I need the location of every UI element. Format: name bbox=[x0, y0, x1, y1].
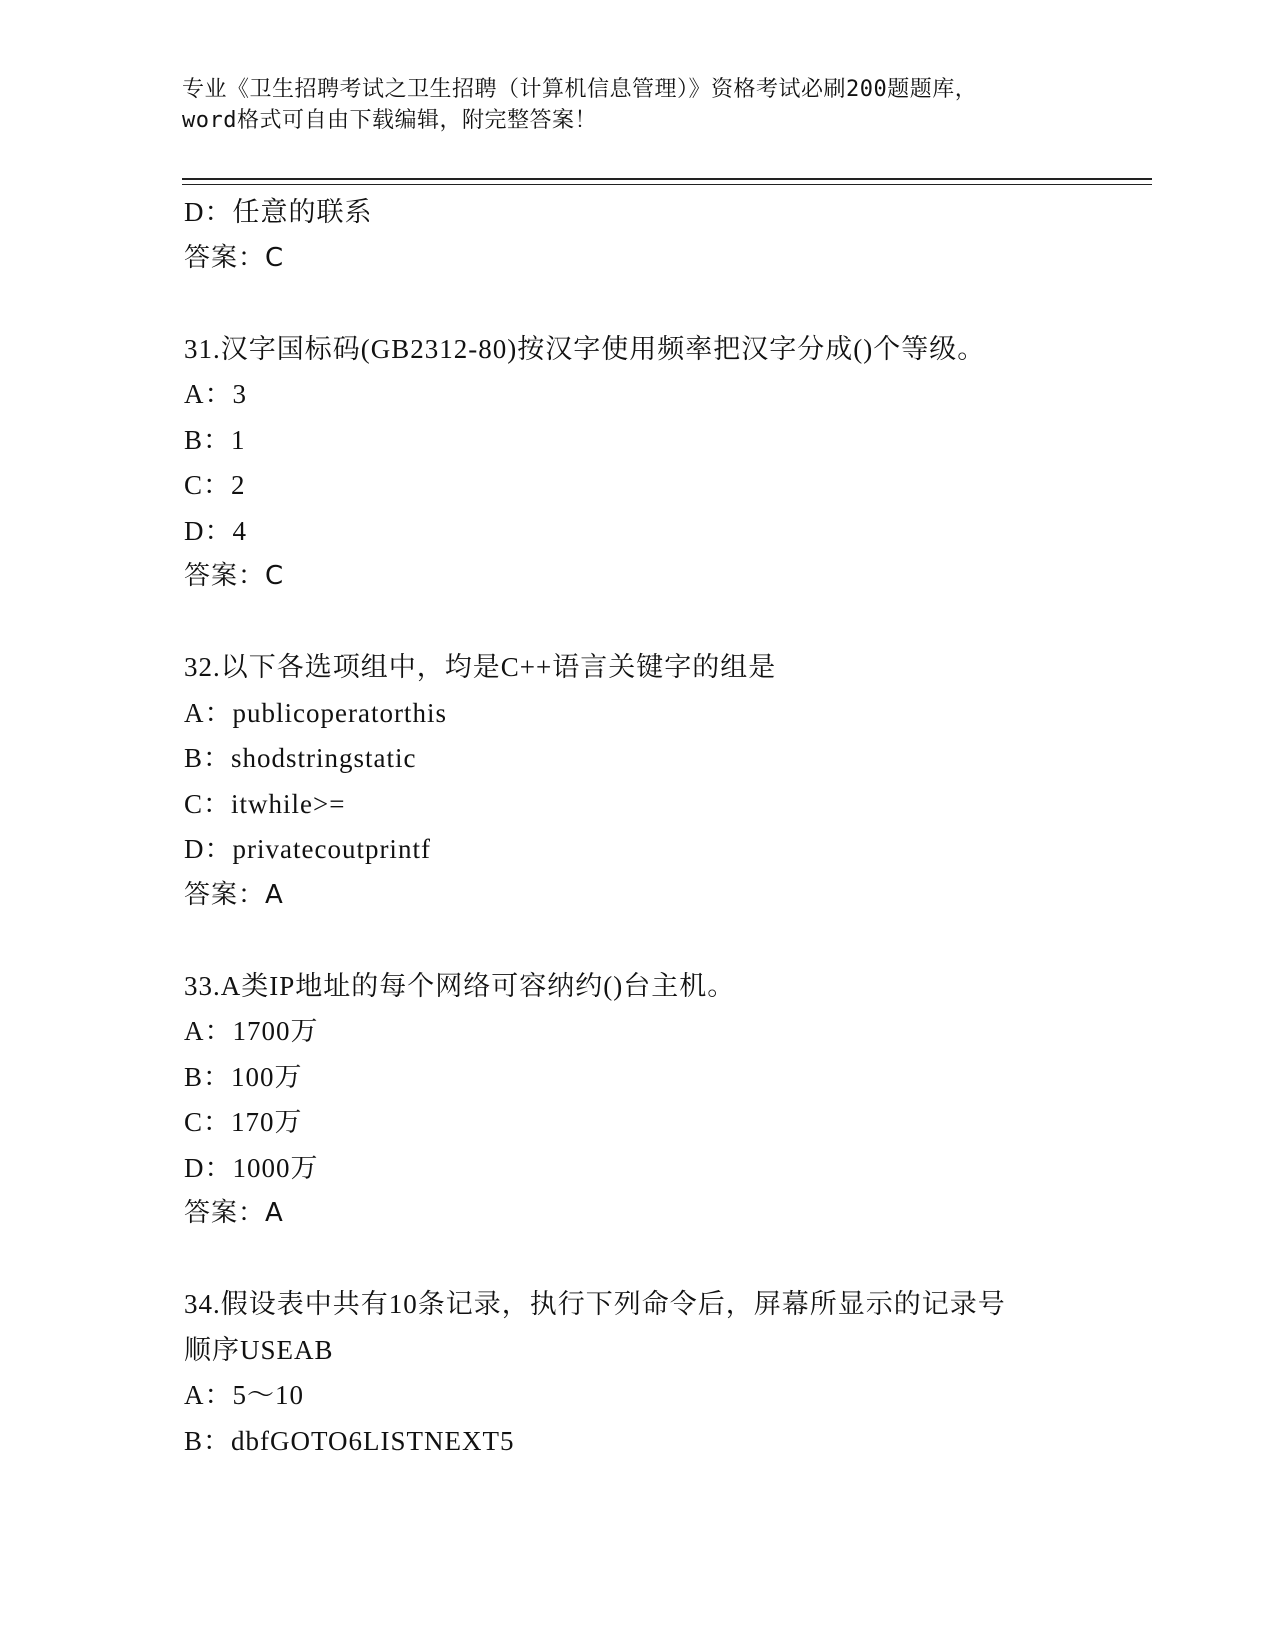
question-list bbox=[184, 190, 1084, 1464]
option-d: D：1000万 bbox=[184, 1152, 319, 1183]
question-stem: 31.汉字国标码(GB2312-80)按汉字使用频率把汉字分成()个等级。 bbox=[184, 333, 986, 364]
spacer bbox=[184, 600, 1084, 646]
option-d: D：4 bbox=[184, 515, 247, 546]
answer: 答案：A bbox=[184, 1198, 284, 1228]
header-rule-thick bbox=[182, 178, 1152, 180]
question-34 bbox=[184, 1282, 1084, 1464]
header-line-2: word格式可自由下载编辑，附完整答案！ bbox=[182, 108, 597, 133]
answer: 答案：C bbox=[184, 561, 285, 591]
header-line-1: 专业《卫生招聘考试之卫生招聘（计算机信息管理）》资格考试必刷200题题库， bbox=[182, 77, 978, 102]
option-b: B：shodstringstatic bbox=[184, 743, 417, 773]
answer: 答案：C bbox=[184, 242, 285, 273]
option-b: B：dbfGOTO6LISTNEXT5 bbox=[184, 1425, 515, 1456]
option-a: A：5～10 bbox=[184, 1380, 304, 1410]
question-stem: 34.假设表中共有10条记录，执行下列命令后，屏幕所显示的记录号 bbox=[184, 1289, 1006, 1319]
question-33 bbox=[184, 964, 1084, 1237]
spacer bbox=[184, 918, 1084, 964]
option-a: A：publicoperatorthis bbox=[184, 697, 447, 728]
question-stem-continued: 顺序USEAB bbox=[184, 1334, 334, 1365]
option-a: A：1700万 bbox=[184, 1016, 319, 1046]
header-rule-thin bbox=[182, 184, 1152, 185]
option-c: C：itwhile>= bbox=[184, 788, 346, 819]
spacer bbox=[184, 1237, 1084, 1283]
option-b: B：1 bbox=[184, 424, 246, 455]
option-d: D：任意的联系 bbox=[184, 197, 373, 227]
question-stem: 33.A类IP地址的每个网络可容纳约()台主机。 bbox=[184, 970, 736, 1001]
question-stem: 32.以下各选项组中，均是C++语言关键字的组是 bbox=[184, 652, 777, 682]
option-c: C：170万 bbox=[184, 1107, 303, 1137]
answer: 答案：A bbox=[184, 879, 284, 910]
document-header bbox=[182, 74, 1082, 136]
question-32 bbox=[184, 645, 1084, 918]
option-a: A：3 bbox=[184, 379, 247, 409]
option-b: B：100万 bbox=[184, 1061, 303, 1092]
question-31 bbox=[184, 327, 1084, 600]
option-d: D：privatecoutprintf bbox=[184, 834, 431, 864]
option-c: C：2 bbox=[184, 470, 246, 500]
spacer bbox=[184, 281, 1084, 327]
